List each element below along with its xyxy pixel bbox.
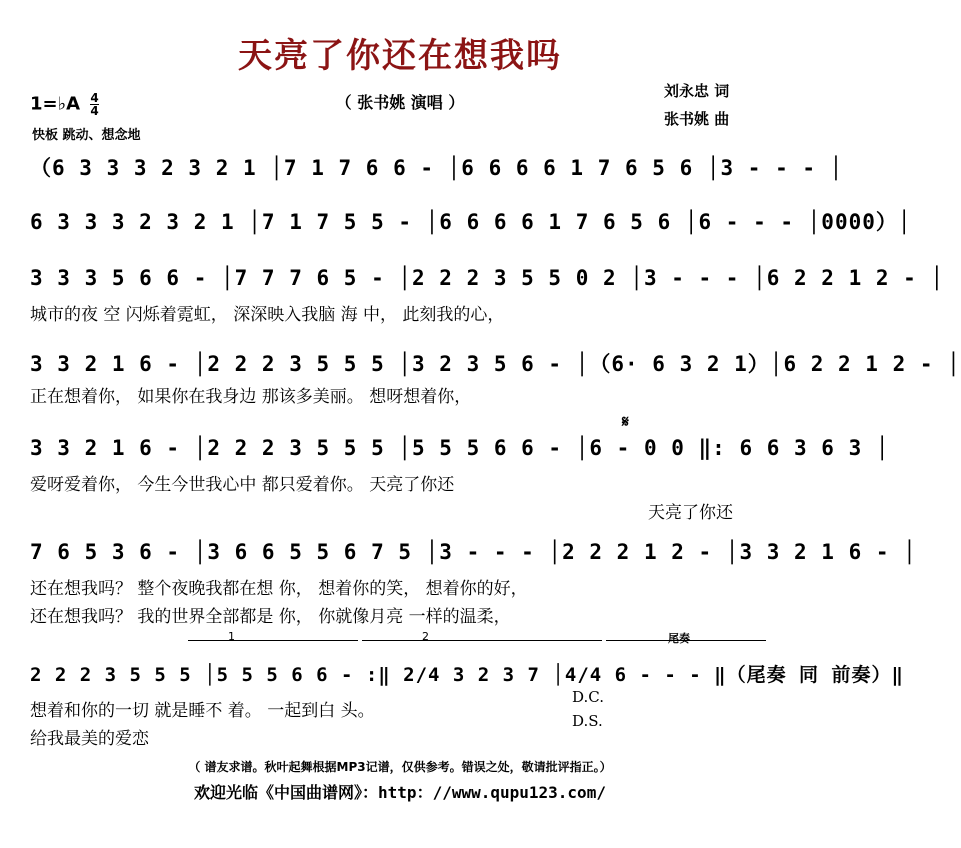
dal-segno-mark: D.S. <box>572 712 603 730</box>
first-ending-label: 1 <box>228 630 235 643</box>
composer-credit: 张书姚 曲 <box>664 110 730 128</box>
lyric-row-4: 正在想着你， 如果你在我身边 那该多美丽。 想呀想着你， <box>30 387 472 407</box>
segno-icon: 𝄋 <box>622 412 629 431</box>
key-label: 1=♭A <box>30 93 81 115</box>
lyric-row-3: 城市的夜 空 闪烁着霓虹， 深深映入我脑 海 中， 此刻我的心， <box>30 305 505 325</box>
notation-row-1: （6 3 3 3 2 3 2 1 │7 1 7 6 6 - │6 6 6 6 1 7 6 5 6 │3 - - - │ <box>30 156 844 180</box>
singer-credit: （ 张书姚 演唱 ） <box>335 93 465 112</box>
transcription-note: （ 谱友求谱。秋叶起舞根据MP3记谱，仅供参考。错误之处，敬请批评指正。） <box>188 760 612 774</box>
time-sig-top: 4 <box>90 91 99 105</box>
notation-row-3: 3 3 3 5 6 6 - │7 7 7 6 5 - │2 2 2 3 5 5 0 2 │3 - - - │6 2 2 1 2 - │ <box>30 266 945 290</box>
lyric-row-5: 爱呀爱着你， 今生今世我心中 都只爱着你。 天亮了你还 <box>30 475 455 495</box>
notation-row-5: 3 3 2 1 6 - │2 2 2 3 5 5 5 │5 5 5 6 6 - │6 - 0 0 ‖: 6 6 3 6 3 │ <box>30 436 890 460</box>
lyric-row-6-verse1: 还在想我吗？ 整个夜晚我都在想 你， 想着你的笑， 想着你的好， <box>30 579 528 599</box>
song-title: 天亮了你还在想我吗 <box>238 36 562 76</box>
notation-row-7: 2 2 2 3 5 5 5 │5 5 5 6 6 - :‖ 2/4 3 2 3 7 │4/4 6 - - - ‖（尾奏 同 前奏）‖ <box>30 664 904 686</box>
lyric-row-7-verse1: 想着和你的一切 就是睡不 着。 一起到白 头。 <box>30 701 375 721</box>
first-ending-bracket <box>188 640 358 641</box>
notation-row-2: 6 3 3 3 2 3 2 1 │7 1 7 5 5 - │6 6 6 6 1 7 6 5 6 │6 - - - │0000）│ <box>30 210 912 234</box>
time-signature <box>90 92 98 117</box>
website-credit: 欢迎光临《中国曲谱网》：http：//www.qupu123.com/ <box>194 783 606 802</box>
coda-label: 尾奏 <box>668 632 690 645</box>
tempo-marking: 快板 跳动、想念地 <box>32 128 141 143</box>
second-ending-bracket <box>362 640 602 641</box>
lyric-row-5-verse2: 天亮了你还 <box>648 503 733 523</box>
notation-row-6: 7 6 5 3 6 - │3 6 6 5 5 6 7 5 │3 - - - │2 2 2 1 2 - │3 3 2 1 6 - │ <box>30 540 917 564</box>
second-ending-label: 2 <box>422 630 429 643</box>
time-sig-bottom: 4 <box>90 104 99 118</box>
lyric-row-6-verse2: 还在想我吗？ 我的世界全部都是 你， 你就像月亮 一样的温柔， <box>30 607 511 627</box>
notation-row-4: 3 3 2 1 6 - │2 2 2 3 5 5 5 │3 2 3 5 6 - │（6· 6 3 2 1）│6 2 2 1 2 - │ <box>30 352 961 376</box>
da-capo-mark: D.C. <box>572 688 604 706</box>
key-signature <box>30 92 99 117</box>
lyricist-credit: 刘永忠 词 <box>664 82 730 100</box>
lyric-row-7-verse2: 给我最美的爱恋 <box>30 729 149 749</box>
